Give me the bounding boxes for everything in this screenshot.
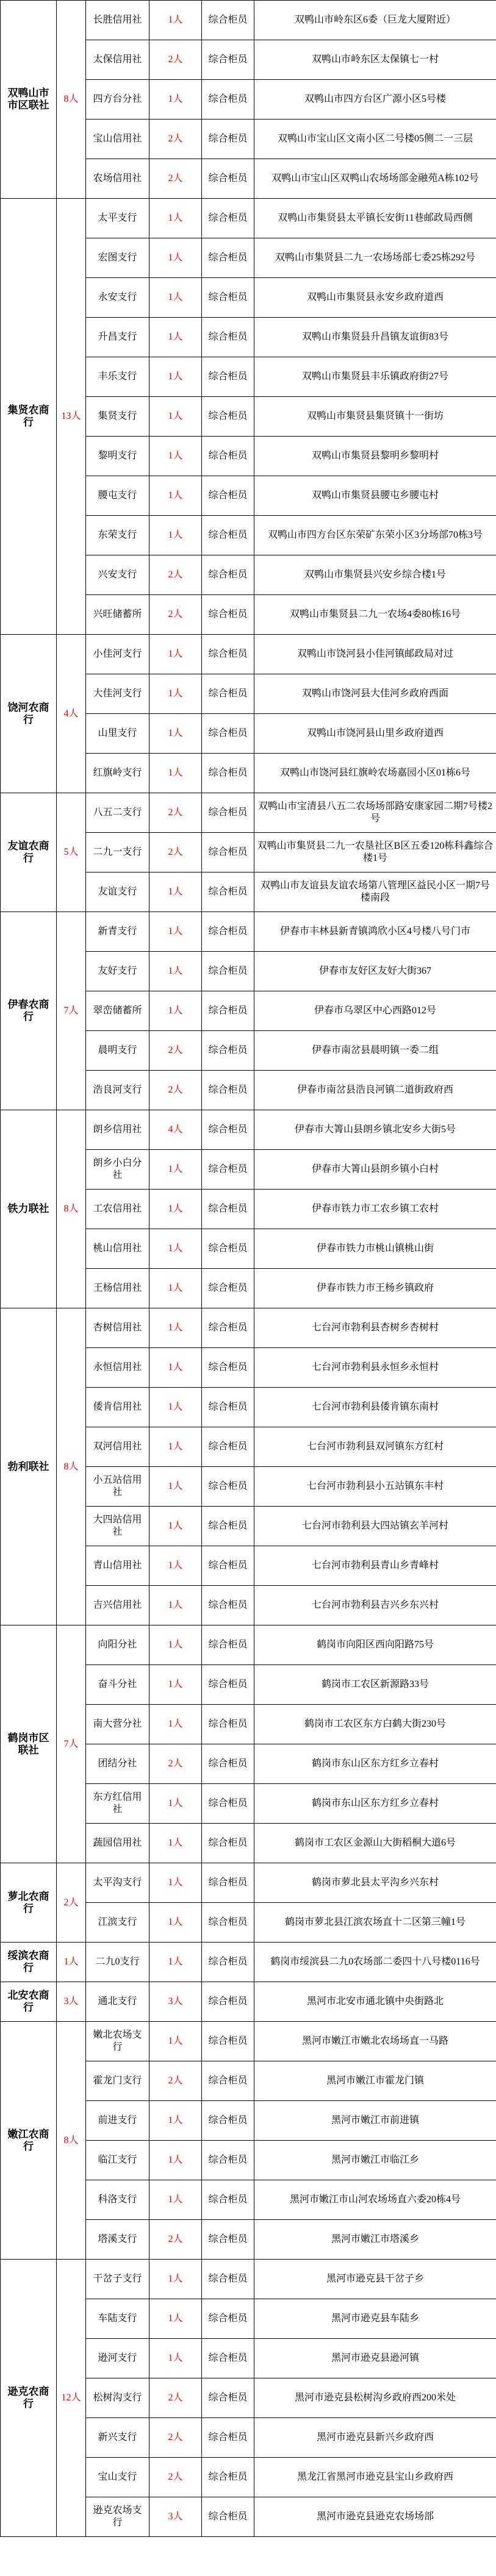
position-cell: 综合柜员	[202, 1546, 254, 1586]
count-cell: 1人	[149, 2339, 202, 2378]
position-cell: 综合柜员	[202, 1625, 254, 1665]
branch-cell: 长胜信用社	[86, 1, 149, 40]
position-cell: 综合柜员	[202, 516, 254, 555]
count-cell: 1人	[149, 1903, 202, 1943]
address-cell: 黑河市逊克县车陆乡	[254, 2299, 496, 2339]
table-row	[1, 912, 496, 952]
position-cell: 综合柜员	[202, 1110, 254, 1150]
table-row	[1, 1308, 496, 1348]
count-cell: 1人	[149, 952, 202, 991]
position-cell: 综合柜员	[202, 1943, 254, 1982]
address-cell: 七台河市勃利县青山乡青峰村	[254, 1546, 496, 1586]
count-cell: 1人	[149, 437, 202, 476]
position-cell: 综合柜员	[202, 1467, 254, 1507]
table-row	[1, 1, 496, 40]
position-cell: 综合柜员	[202, 1982, 254, 2022]
address-cell: 双鸭山市集贤县太平镇长安街11巷邮政局西侧	[254, 199, 496, 238]
position-cell: 综合柜员	[202, 1824, 254, 1863]
position-cell: 综合柜员	[202, 1071, 254, 1110]
branch-cell: 通北支行	[86, 1982, 149, 2022]
table-row	[1, 1943, 496, 1982]
branch-cell: 霍龙门支行	[86, 2061, 149, 2101]
institution-total-cell: 7人	[57, 1625, 86, 1863]
table-row	[1, 1625, 496, 1665]
branch-cell: 宝山支行	[86, 2458, 149, 2497]
branch-cell: 山里支行	[86, 714, 149, 754]
position-cell: 综合柜员	[202, 754, 254, 793]
address-cell: 双鸭山市岭东区太保镇七一村	[254, 40, 496, 80]
position-cell: 综合柜员	[202, 1150, 254, 1190]
branch-cell: 车陆支行	[86, 2299, 149, 2339]
address-cell: 鹤岗市萝北县江滨农场直十二区第三幢1号	[254, 1903, 496, 1943]
count-cell: 2人	[149, 1031, 202, 1071]
position-cell: 综合柜员	[202, 437, 254, 476]
count-cell: 2人	[149, 2418, 202, 2458]
count-cell: 1人	[149, 2180, 202, 2220]
position-cell: 综合柜员	[202, 1229, 254, 1269]
branch-cell: 干岔子支行	[86, 2260, 149, 2299]
count-cell: 1人	[149, 912, 202, 952]
branch-cell: 红旗岭支行	[86, 754, 149, 793]
position-cell: 综合柜员	[202, 2061, 254, 2101]
address-cell: 鹤岗市东山区东方红乡立春村	[254, 1784, 496, 1824]
table-row	[1, 1982, 496, 2022]
address-cell: 七台河市勃利县永恒乡永恒村	[254, 1348, 496, 1388]
position-cell: 综合柜员	[202, 238, 254, 278]
address-cell: 双鸭山市四方台区东荣矿东荣小区3分场部70栋3号	[254, 516, 496, 555]
branch-cell: 晨明支行	[86, 1031, 149, 1071]
branch-cell: 新兴支行	[86, 2418, 149, 2458]
institution-total-cell: 7人	[57, 912, 86, 1110]
position-cell: 综合柜员	[202, 1427, 254, 1467]
branch-cell: 八五二支行	[86, 793, 149, 833]
branch-cell: 逊克农场支行	[86, 2497, 149, 2537]
position-cell: 综合柜员	[202, 991, 254, 1031]
table-row	[1, 2022, 496, 2061]
count-cell: 1人	[149, 2141, 202, 2180]
count-cell: 1人	[149, 1190, 202, 1229]
address-cell: 鹤岗市绥滨县二九0农场部二委四十八号楼0116号	[254, 1943, 496, 1982]
count-cell: 1人	[149, 1824, 202, 1863]
institution-cell: 嫩江农商行	[1, 2022, 57, 2260]
address-cell: 双鸭山市友谊县友谊农场第八管理区益民小区一期7号楼南段	[254, 872, 496, 912]
branch-cell: 向阳分社	[86, 1625, 149, 1665]
count-cell: 1人	[149, 278, 202, 318]
position-cell: 综合柜员	[202, 1705, 254, 1744]
table-row	[1, 199, 496, 238]
branch-cell: 临江支行	[86, 2141, 149, 2180]
institution-cell: 饶河农商行	[1, 635, 57, 793]
address-cell: 鹤岗市工农区新源路33号	[254, 1665, 496, 1705]
count-cell: 1人	[149, 674, 202, 714]
address-cell: 双鸭山市集贤县升昌镇友谊街83号	[254, 318, 496, 357]
position-cell: 综合柜员	[202, 2220, 254, 2260]
branch-cell: 江滨支行	[86, 1903, 149, 1943]
branch-cell: 太保信用社	[86, 40, 149, 80]
address-cell: 伊春市铁力市工农乡镇工农村	[254, 1190, 496, 1229]
count-cell: 2人	[149, 2061, 202, 2101]
branch-cell: 集贤支行	[86, 397, 149, 437]
position-cell: 综合柜员	[202, 2339, 254, 2378]
address-cell: 黑河市逊克县新兴乡政府西	[254, 2418, 496, 2458]
branch-cell: 黎明支行	[86, 437, 149, 476]
count-cell: 2人	[149, 159, 202, 199]
address-cell: 双鸭山市集贤县丰乐镇政府街27号	[254, 357, 496, 397]
institution-total-cell: 12人	[57, 2260, 86, 2537]
branch-cell: 升昌支行	[86, 318, 149, 357]
address-cell: 双鸭山市集贤县二九一农场场部七委25栋292号	[254, 238, 496, 278]
branch-cell: 塔溪支行	[86, 2220, 149, 2260]
position-cell: 综合柜员	[202, 1031, 254, 1071]
address-cell: 双鸭山市集贤县腰屯乡腰屯村	[254, 476, 496, 516]
address-cell: 黑河市嫩江市山河农场场直六委20栋4号	[254, 2180, 496, 2220]
count-cell: 2人	[149, 2378, 202, 2418]
count-cell: 2人	[149, 1744, 202, 1784]
address-cell: 七台河市勃利县双河镇东方红村	[254, 1427, 496, 1467]
institution-total-cell: 3人	[57, 1982, 86, 2022]
branch-cell: 王杨信用社	[86, 1269, 149, 1308]
branch-cell: 翠峦储蓄所	[86, 991, 149, 1031]
count-cell: 1人	[149, 635, 202, 674]
address-cell: 鹤岗市萝北县太平沟乡兴东村	[254, 1863, 496, 1903]
position-cell: 综合柜员	[202, 1586, 254, 1625]
count-cell: 1人	[149, 1863, 202, 1903]
address-cell: 双鸭山市集贤县兴安乡综合楼1号	[254, 555, 496, 595]
institution-total-cell: 4人	[57, 635, 86, 793]
position-cell: 综合柜员	[202, 555, 254, 595]
address-cell: 伊春市乌翠区中心西路012号	[254, 991, 496, 1031]
position-cell: 综合柜员	[202, 1308, 254, 1348]
count-cell: 1人	[149, 397, 202, 437]
count-cell: 1人	[149, 872, 202, 912]
table-row	[1, 2260, 496, 2299]
address-cell: 黑河市逊克县逊克农场场部	[254, 2497, 496, 2537]
count-cell: 1人	[149, 1546, 202, 1586]
branch-cell: 新青支行	[86, 912, 149, 952]
count-cell: 2人	[149, 2458, 202, 2497]
count-cell: 1人	[149, 991, 202, 1031]
address-cell: 七台河市勃利县倭肯镇东南村	[254, 1388, 496, 1427]
count-cell: 1人	[149, 238, 202, 278]
branch-cell: 兴安支行	[86, 555, 149, 595]
branch-cell: 大佳河支行	[86, 674, 149, 714]
address-cell: 黑河市嫩江市前进镇	[254, 2101, 496, 2141]
position-cell: 综合柜员	[202, 2378, 254, 2418]
institution-cell: 友谊农商行	[1, 793, 57, 912]
institution-cell: 萝北农商行	[1, 1863, 57, 1943]
address-cell: 鹤岗市工农区金源山大街稻桐大道6号	[254, 1824, 496, 1863]
position-cell: 综合柜员	[202, 912, 254, 952]
address-cell: 伊春市铁力市王杨乡镇政府	[254, 1269, 496, 1308]
institution-total-cell: 8人	[57, 2022, 86, 2260]
branch-cell: 宝山信用社	[86, 120, 149, 159]
position-cell: 综合柜员	[202, 1784, 254, 1824]
position-cell: 综合柜员	[202, 199, 254, 238]
count-cell: 1人	[149, 1943, 202, 1982]
position-cell: 综合柜员	[202, 2141, 254, 2180]
count-cell: 1人	[149, 516, 202, 555]
branch-cell: 二九一支行	[86, 833, 149, 872]
count-cell: 3人	[149, 2497, 202, 2537]
count-cell: 1人	[149, 1269, 202, 1308]
address-cell: 双鸭山市饶河县红旗岭农场嘉园小区01栋6号	[254, 754, 496, 793]
position-cell: 综合柜员	[202, 80, 254, 120]
address-cell: 双鸭山市集贤县永安乡政府道西	[254, 278, 496, 318]
branch-cell: 友谊支行	[86, 872, 149, 912]
address-cell: 双鸭山市集贤县二九一农垦社区B区五委120栋科鑫综合楼1号	[254, 833, 496, 872]
count-cell: 1人	[149, 2101, 202, 2141]
address-cell: 双鸭山市集贤县黎明乡黎明村	[254, 437, 496, 476]
institution-total-cell: 2人	[57, 1863, 86, 1943]
position-cell: 综合柜员	[202, 1190, 254, 1229]
address-cell: 伊春市友好区友好大街367	[254, 952, 496, 991]
position-cell: 综合柜员	[202, 1388, 254, 1427]
branch-cell: 永恒信用社	[86, 1348, 149, 1388]
branch-cell: 前进支行	[86, 2101, 149, 2141]
address-cell: 伊春市南岔县浩良河镇二道街政府西	[254, 1071, 496, 1110]
branch-cell: 朗乡小白分社	[86, 1150, 149, 1190]
count-cell: 1人	[149, 199, 202, 238]
position-cell: 综合柜员	[202, 952, 254, 991]
count-cell: 1人	[149, 1229, 202, 1269]
address-cell: 伊春市南岔县晨明镇一委二组	[254, 1031, 496, 1071]
count-cell: 1人	[149, 1467, 202, 1507]
count-cell: 2人	[149, 120, 202, 159]
address-cell: 双鸭山市宝山区双鸭山农场场部金融苑A栋102号	[254, 159, 496, 199]
branch-cell: 永安支行	[86, 278, 149, 318]
branch-cell: 友好支行	[86, 952, 149, 991]
address-cell: 黑龙江省黑河市逊克县宝山乡政府西	[254, 2458, 496, 2497]
position-cell: 综合柜员	[202, 278, 254, 318]
position-cell: 综合柜员	[202, 674, 254, 714]
address-cell: 鹤岗市东山区东方红乡立春村	[254, 1744, 496, 1784]
count-cell: 1人	[149, 357, 202, 397]
count-cell: 1人	[149, 714, 202, 754]
position-cell: 综合柜员	[202, 357, 254, 397]
position-cell: 综合柜员	[202, 40, 254, 80]
institution-total-cell: 13人	[57, 199, 86, 635]
count-cell: 1人	[149, 1625, 202, 1665]
position-cell: 综合柜员	[202, 476, 254, 516]
address-cell: 双鸭山市宝清县八五二农场场部路安康家园二期7号楼2号	[254, 793, 496, 833]
address-cell: 黑河市嫩江市霍龙门镇	[254, 2061, 496, 2101]
address-cell: 双鸭山市集贤县集贤镇十一街坊	[254, 397, 496, 437]
position-cell: 综合柜员	[202, 397, 254, 437]
branch-cell: 双河信用社	[86, 1427, 149, 1467]
position-cell: 综合柜员	[202, 1863, 254, 1903]
institution-cell: 北安农商行	[1, 1982, 57, 2022]
count-cell: 1人	[149, 1427, 202, 1467]
address-cell: 伊春市铁力市桃山镇桃山街	[254, 1229, 496, 1269]
address-cell: 黑河市逊克县逊河镇	[254, 2339, 496, 2378]
count-cell: 1人	[149, 80, 202, 120]
branch-cell: 吉兴信用社	[86, 1586, 149, 1625]
institution-cell: 集贤农商行	[1, 199, 57, 635]
address-cell: 七台河市勃利县吉兴乡东兴村	[254, 1586, 496, 1625]
position-cell: 综合柜员	[202, 1269, 254, 1308]
institution-cell: 逊克农商行	[1, 2260, 57, 2537]
branch-cell: 嫩北农场支行	[86, 2022, 149, 2061]
branch-cell: 浩良河支行	[86, 1071, 149, 1110]
address-cell: 伊春市丰林县新青镇鸿欣小区4号楼八号门市	[254, 912, 496, 952]
position-cell: 综合柜员	[202, 2180, 254, 2220]
count-cell: 2人	[149, 833, 202, 872]
address-cell: 黑河市逊克县干岔子乡	[254, 2260, 496, 2299]
position-cell: 综合柜员	[202, 1903, 254, 1943]
count-cell: 2人	[149, 1071, 202, 1110]
branch-cell: 丰乐支行	[86, 357, 149, 397]
branch-cell: 科洛支行	[86, 2180, 149, 2220]
address-cell: 七台河市勃利县小五站镇东丰村	[254, 1467, 496, 1507]
count-cell: 1人	[149, 1784, 202, 1824]
address-cell: 七台河市勃利县大四站镇玄羊河村	[254, 1507, 496, 1546]
count-cell: 1人	[149, 1705, 202, 1744]
count-cell: 2人	[149, 40, 202, 80]
count-cell: 1人	[149, 2260, 202, 2299]
position-cell: 综合柜员	[202, 318, 254, 357]
position-cell: 综合柜员	[202, 2022, 254, 2061]
branch-cell: 农场信用社	[86, 159, 149, 199]
count-cell: 1人	[149, 1150, 202, 1190]
position-cell: 综合柜员	[202, 833, 254, 872]
address-cell: 双鸭山市饶河县大佳河乡政府西面	[254, 674, 496, 714]
branch-cell: 兴旺储蓄所	[86, 595, 149, 635]
count-cell: 2人	[149, 555, 202, 595]
position-cell: 综合柜员	[202, 2418, 254, 2458]
count-cell: 1人	[149, 2022, 202, 2061]
branch-cell: 腰屯支行	[86, 476, 149, 516]
branch-cell: 蔬园信用社	[86, 1824, 149, 1863]
institution-cell: 绥滨农商行	[1, 1943, 57, 1982]
address-cell: 双鸭山市宝山区文南小区二号楼05侧二一三层	[254, 120, 496, 159]
address-cell: 双鸭山市岭东区6委（巨龙大厦附近）	[254, 1, 496, 40]
branch-cell: 倭肯信用社	[86, 1388, 149, 1427]
position-cell: 综合柜员	[202, 595, 254, 635]
branch-cell: 南大营分社	[86, 1705, 149, 1744]
count-cell: 4人	[149, 1110, 202, 1150]
count-cell: 3人	[149, 1982, 202, 2022]
branch-cell: 太平沟支行	[86, 1863, 149, 1903]
table-row	[1, 793, 496, 833]
branch-cell: 青山信用社	[86, 1546, 149, 1586]
count-cell: 1人	[149, 1586, 202, 1625]
address-cell: 双鸭山市饶河县小佳河镇邮政局对过	[254, 635, 496, 674]
count-cell: 1人	[149, 1348, 202, 1388]
address-cell: 鹤岗市向阳区西向阳路75号	[254, 1625, 496, 1665]
institution-cell: 勃利联社	[1, 1308, 57, 1625]
branch-cell: 桃山信用社	[86, 1229, 149, 1269]
count-cell: 1人	[149, 318, 202, 357]
branch-cell: 小五站信用社	[86, 1467, 149, 1507]
branch-cell: 奋斗分社	[86, 1665, 149, 1705]
institution-total-cell: 1人	[57, 1943, 86, 1982]
branch-cell: 杏树信用社	[86, 1308, 149, 1348]
count-cell: 1人	[149, 2299, 202, 2339]
position-cell: 综合柜员	[202, 2299, 254, 2339]
address-cell: 双鸭山市四方台区广源小区5号楼	[254, 80, 496, 120]
count-cell: 1人	[149, 1507, 202, 1546]
position-cell: 综合柜员	[202, 2260, 254, 2299]
institution-cell: 双鸭山市市区联社	[1, 1, 57, 199]
institution-cell: 铁力联社	[1, 1110, 57, 1308]
position-cell: 综合柜员	[202, 2497, 254, 2537]
branch-cell: 小佳河支行	[86, 635, 149, 674]
count-cell: 1人	[149, 1665, 202, 1705]
address-cell: 黑河市嫩江市塔溪乡	[254, 2220, 496, 2260]
institution-total-cell: 8人	[57, 1, 86, 199]
position-cell: 综合柜员	[202, 2458, 254, 2497]
branch-cell: 团结分社	[86, 1744, 149, 1784]
count-cell: 1人	[149, 1388, 202, 1427]
position-cell: 综合柜员	[202, 714, 254, 754]
count-cell: 2人	[149, 595, 202, 635]
position-cell: 综合柜员	[202, 120, 254, 159]
address-cell: 双鸭山市集贤县二九一农场4委80栋16号	[254, 595, 496, 635]
count-cell: 1人	[149, 476, 202, 516]
position-cell: 综合柜员	[202, 793, 254, 833]
count-cell: 2人	[149, 793, 202, 833]
institution-total-cell: 8人	[57, 1110, 86, 1308]
count-cell: 1人	[149, 1308, 202, 1348]
address-cell: 黑河市逊克县松树沟乡政府西200米处	[254, 2378, 496, 2418]
address-cell: 黑河市嫩江市嫩北农场场直一马路	[254, 2022, 496, 2061]
position-cell: 综合柜员	[202, 1348, 254, 1388]
branch-cell: 逊河支行	[86, 2339, 149, 2378]
institution-total-cell: 5人	[57, 793, 86, 912]
institution-cell: 伊春农商行	[1, 912, 57, 1110]
address-cell: 黑河市北安市通北镇中央街路北	[254, 1982, 496, 2022]
branch-cell: 东方红信用社	[86, 1784, 149, 1824]
address-cell: 黑河市嫩江市临江乡	[254, 2141, 496, 2180]
position-cell: 综合柜员	[202, 1, 254, 40]
count-cell: 1人	[149, 1, 202, 40]
branch-cell: 工农信用社	[86, 1190, 149, 1229]
position-cell: 综合柜员	[202, 1507, 254, 1546]
branch-cell: 四方台分社	[86, 80, 149, 120]
count-cell: 1人	[149, 754, 202, 793]
branch-cell: 东荣支行	[86, 516, 149, 555]
branch-cell: 大四站信用社	[86, 1507, 149, 1546]
address-cell: 双鸭山市饶河县山里乡政府道西	[254, 714, 496, 754]
vacancy-table-body	[1, 1, 496, 2537]
position-cell: 综合柜员	[202, 872, 254, 912]
address-cell: 七台河市勃利县杏树乡杏树村	[254, 1308, 496, 1348]
position-cell: 综合柜员	[202, 1744, 254, 1784]
branch-cell: 松树沟支行	[86, 2378, 149, 2418]
address-cell: 鹤岗市工农区东方白鹤大街230号	[254, 1705, 496, 1744]
branch-cell: 宏图支行	[86, 238, 149, 278]
address-cell: 伊春市大箐山县朗乡镇北安乡大街5号	[254, 1110, 496, 1150]
branch-cell: 太平支行	[86, 199, 149, 238]
institution-cell: 鹤岗市区联社	[1, 1625, 57, 1863]
position-cell: 综合柜员	[202, 1665, 254, 1705]
position-cell: 综合柜员	[202, 2101, 254, 2141]
branch-cell: 二九0支行	[86, 1943, 149, 1982]
table-row	[1, 1110, 496, 1150]
table-row	[1, 635, 496, 674]
branch-cell: 朗乡信用社	[86, 1110, 149, 1150]
institution-total-cell: 8人	[57, 1308, 86, 1625]
address-cell: 伊春市大箐山县朗乡镇小白村	[254, 1150, 496, 1190]
count-cell: 2人	[149, 2220, 202, 2260]
position-cell: 综合柜员	[202, 635, 254, 674]
position-cell: 综合柜员	[202, 159, 254, 199]
table-row	[1, 1863, 496, 1903]
